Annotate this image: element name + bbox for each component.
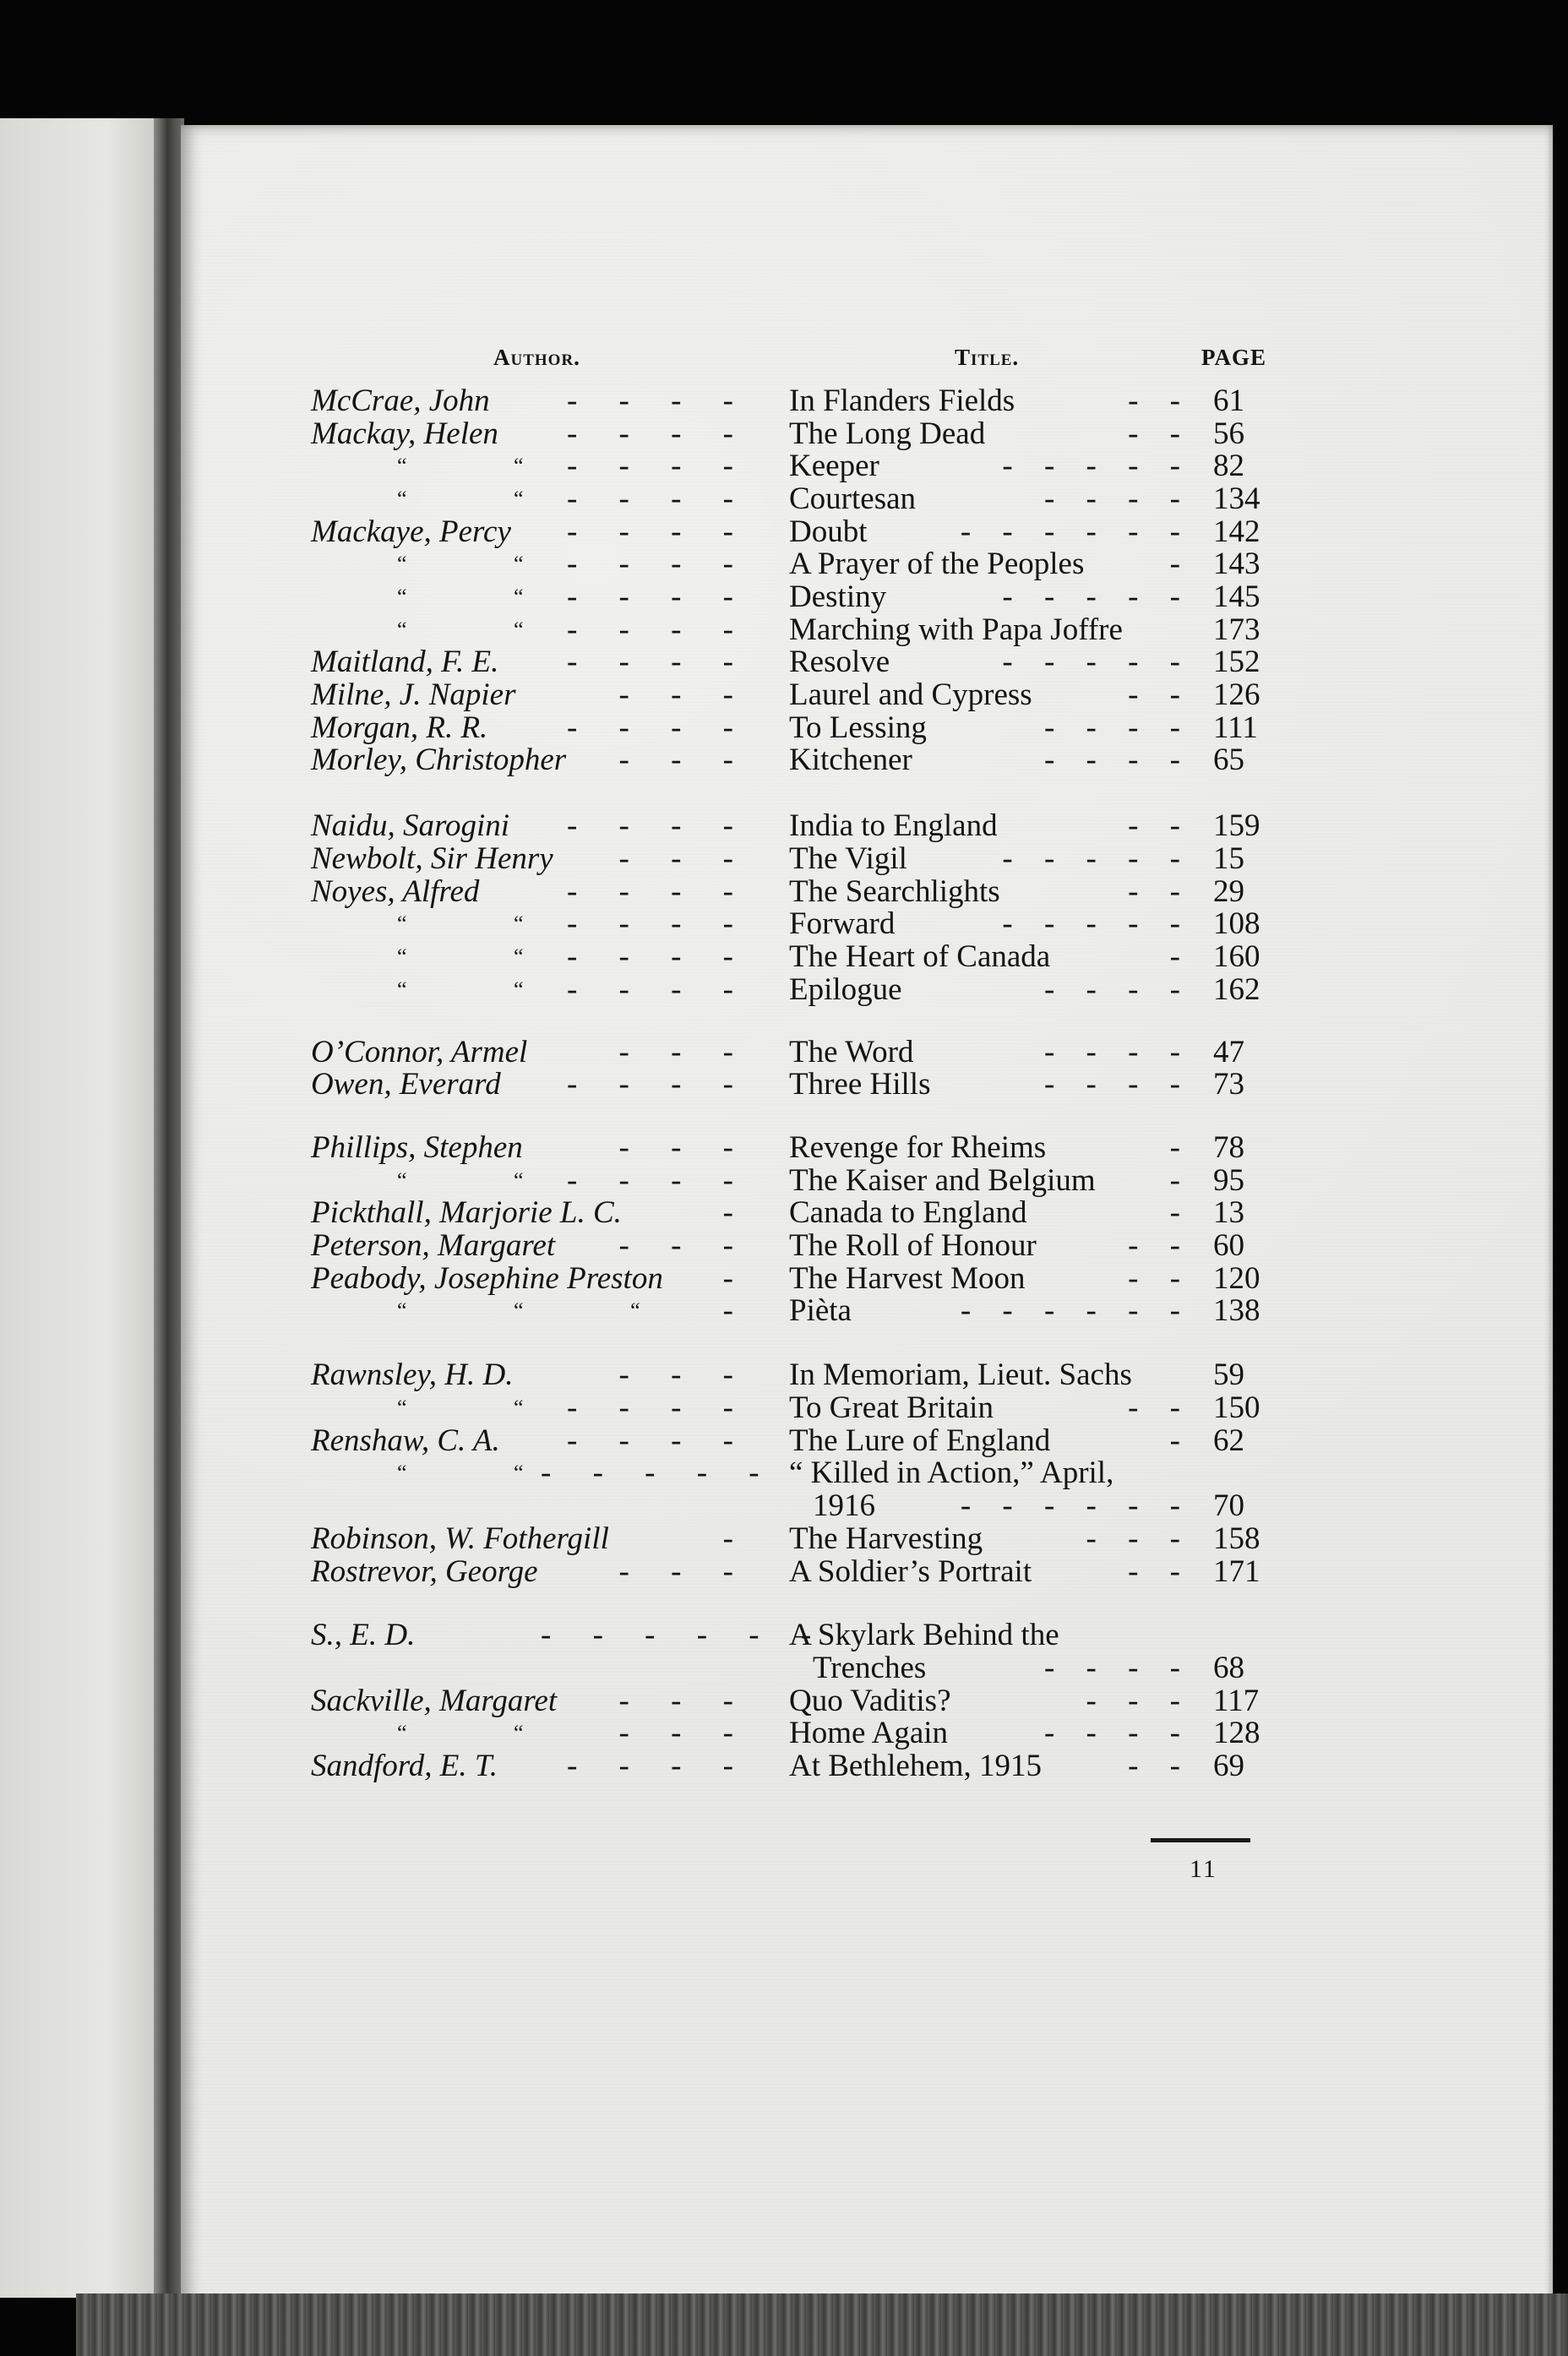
page-ref: 173 [1213,612,1260,647]
author-name: Mackaye, Percy [311,514,511,549]
poem-title: Kitchener [789,743,912,777]
leader-dots: - - - [618,1358,750,1392]
toc-row [0,1749,1568,1783]
leader-dots: - [722,1261,750,1296]
toc-row [0,1196,1568,1230]
author-name: Noyes, Alfred [311,874,480,909]
leader-dots: - - [1128,1390,1192,1425]
leader-dots: - [1169,547,1192,581]
toc-row [0,1391,1568,1425]
author-name: Owen, Everard [311,1067,501,1102]
author-name: “ “ [397,585,574,609]
page-ref: 120 [1213,1261,1260,1296]
toc-row [0,1424,1568,1458]
author-name: Pickthall, Marjorie L. C. [311,1195,622,1230]
leader-dots: - - - [618,1130,750,1165]
toc-row [0,940,1568,974]
poem-title: A Skylark Behind the [789,1618,1059,1652]
toc-row [0,1489,1568,1523]
poem-title: The Harvesting [789,1521,983,1556]
author-name: Morley, Christopher [311,743,567,777]
leader-dots: - [1169,1423,1192,1458]
leader-dots: - - - - [1043,972,1192,1007]
toc-row [0,1619,1568,1652]
leader-dots: - [722,1521,750,1556]
toc-row [0,482,1568,516]
leader-dots: - - - - [566,1163,750,1198]
author-name: O’Connor, Armel [311,1035,528,1069]
poem-title: India to England [789,808,998,843]
author-name: “ “ [397,977,574,1002]
page-ref: 60 [1213,1228,1244,1263]
page-ref: 108 [1213,906,1260,941]
leader-dots: - - - [618,841,750,876]
page-ref: 142 [1213,514,1260,549]
leader-dots: - - - - - - [960,514,1192,549]
leader-dots: - - - - - - [541,1618,829,1652]
poem-title: Trenches [813,1651,927,1685]
author-name: Naidu, Sarogini [311,808,510,843]
leader-dots: - - - - [566,808,750,843]
leader-dots: - - - - [566,972,750,1007]
toc-row [0,613,1568,647]
leader-dots: - - - - - [1002,841,1192,876]
leader-dots: - - [1128,1749,1192,1783]
leader-dots: - - - - [1043,1035,1192,1069]
toc-row [0,1717,1568,1750]
toc-row [0,875,1568,909]
author-name: S., E. D. [311,1618,416,1652]
poem-title: To Great Britain [789,1390,994,1425]
toc-row [0,645,1568,679]
page-ref: 152 [1213,645,1260,679]
page-ref: 111 [1213,710,1258,745]
author-name: Phillips, Stephen [311,1130,523,1165]
page-ref: 158 [1213,1521,1260,1556]
toc-row [0,1229,1568,1263]
leader-dots: - - - [618,743,750,777]
leader-dots: - - - - - [1002,449,1192,483]
leader-dots: - - - - [566,547,750,581]
author-name: “ “ [397,454,574,478]
leader-dots: - - - - - [1002,645,1192,679]
leader-dots: - - - [618,1035,750,1069]
leader-dots: - - - - - - [960,1488,1192,1523]
author-name: “ “ [397,1461,574,1485]
leader-dots: - - - - [566,384,750,418]
leader-dots: - - - - [1043,710,1192,745]
leader-dots: - - - - [566,1390,750,1425]
toc-row [0,1294,1568,1328]
author-name: “ “ [397,1721,574,1745]
leader-dots: - - - - [566,874,750,909]
page-ref: 69 [1213,1749,1244,1783]
page-ref: 160 [1213,939,1260,974]
poem-title: A Prayer of the Peoples [789,547,1085,581]
leader-dots: - [722,1293,750,1328]
leader-dots: - - - - [566,449,750,483]
leader-dots: - - - [1086,1684,1192,1718]
page-ref: 159 [1213,808,1260,843]
leader-dots: - - - [618,677,750,712]
toc-row [0,1036,1568,1069]
toc-row [0,842,1568,876]
page-ref: 82 [1213,449,1244,483]
poem-title: Marching with Papa Joffre [789,612,1123,647]
poem-title: The Word [789,1035,914,1069]
leader-dots: - [1169,1195,1192,1230]
toc-row [0,907,1568,941]
page-ref: 150 [1213,1390,1260,1425]
leader-dots: - - - - [566,482,750,516]
leader-dots: - - - [618,1684,750,1718]
toc-row [0,743,1568,777]
poem-title: The Long Dead [789,416,986,451]
leader-dots: - - - - [566,1749,750,1783]
page-ref: 29 [1213,874,1244,909]
poem-title: A Soldier’s Portrait [789,1554,1032,1589]
page-ref: 68 [1213,1651,1244,1685]
poem-title: In Flanders Fields [789,384,1015,418]
leader-dots: - - - - [566,906,750,941]
page-ref: 15 [1213,841,1244,876]
author-name: Mackay, Helen [311,416,498,451]
toc-row [0,1651,1568,1685]
toc-row [0,1555,1568,1589]
poem-title: The Heart of Canada [789,939,1051,974]
author-name: Newbolt, Sir Henry [311,841,553,876]
page-ref: 162 [1213,972,1260,1007]
poem-title: Epilogue [789,972,902,1007]
toc-row [0,580,1568,614]
toc-row [0,547,1568,581]
author-column-header: Author. [493,345,580,370]
page-ref: 56 [1213,416,1244,451]
leader-dots: - - - - [566,416,750,451]
toc-row [0,384,1568,418]
leader-dots: - - - [618,1228,750,1263]
page-ref: 73 [1213,1067,1244,1102]
leader-dots: - - - - - [541,1455,776,1490]
leader-dots: - - - - [566,1067,750,1102]
author-name: “ “ [397,944,574,969]
author-name: “ “ [397,618,574,642]
page-ref: 13 [1213,1195,1244,1230]
leader-dots: - - - - [566,612,750,647]
leader-dots: - - - [1086,1521,1192,1556]
author-name: Renshaw, C. A. [311,1423,500,1458]
author-name: Maitland, F. E. [311,645,499,679]
leader-dots: - - [1128,416,1192,451]
author-name: Peterson, Margaret [311,1228,556,1263]
footer-rule [1151,1838,1250,1842]
leader-dots: - - [1128,1261,1192,1296]
leader-dots: - - - - - [1002,906,1192,941]
leader-dots: - [1169,1130,1192,1165]
leader-dots: - - - - - [1002,579,1192,614]
poem-title: Courtesan [789,482,917,516]
author-name: “ “ [397,911,574,936]
leader-dots: - - - [618,1554,750,1589]
toc-row [0,1522,1568,1556]
toc-row [0,1456,1568,1490]
poem-title: Home Again [789,1716,949,1750]
leader-dots: - - - - [1043,1067,1192,1102]
poem-title: Doubt [789,514,868,549]
author-name: Morgan, R. R. [311,710,488,745]
toc-row [0,417,1568,451]
author-name: McCrae, John [311,384,490,418]
leader-dots: - [1169,939,1192,974]
author-name: Peabody, Josephine Preston [311,1261,663,1296]
leader-dots: - - - - [1043,743,1192,777]
leader-dots: - [1169,1163,1192,1198]
leader-dots: - - - - [566,514,750,549]
toc-row [0,973,1568,1007]
author-name: “ “ [397,1168,574,1193]
poem-title: Forward [789,906,896,941]
page-ref: 65 [1213,743,1244,777]
leader-dots: - - - - [566,579,750,614]
leader-dots: - [722,1195,750,1230]
leader-dots: - - - - [566,1423,750,1458]
page-ref: 59 [1213,1358,1244,1392]
poem-title: Quo Vaditis? [789,1684,951,1718]
leader-dots: - - - - [566,939,750,974]
author-name: “ “ “ [397,1298,691,1323]
author-name: “ “ [397,1396,574,1420]
toc-row [0,1262,1568,1296]
poem-title: Three Hills [789,1067,931,1102]
leader-dots: - - - - [1043,1651,1192,1685]
poem-title: Resolve [789,645,890,679]
page-column-header: PAGE [1201,345,1266,370]
poem-title: Destiny [789,579,887,614]
leader-dots: - - [1128,808,1192,843]
page-ref: 143 [1213,547,1260,581]
toc-row [0,1164,1568,1198]
author-name: Milne, J. Napier [311,677,516,712]
page-ref: 62 [1213,1423,1244,1458]
poem-title: Canada to England [789,1195,1027,1230]
page-ref: 78 [1213,1130,1244,1165]
author-name: “ “ [397,552,574,576]
leader-dots: - - [1128,1228,1192,1263]
toc-row [0,711,1568,745]
poem-title: The Searchlights [789,874,1000,909]
toc-row [0,1684,1568,1718]
poem-title: The Vigil [789,841,907,876]
author-name: Robinson, W. Fothergill [311,1521,609,1556]
page-ref: 171 [1213,1554,1260,1589]
page-ref: 61 [1213,384,1244,418]
toc-row [0,1358,1568,1392]
page-ref: 95 [1213,1163,1244,1198]
author-name: “ “ [397,487,574,511]
author-name: Rawnsley, H. D. [311,1358,514,1392]
poem-title: The Harvest Moon [789,1261,1026,1296]
poem-title: The Kaiser and Belgium [789,1163,1096,1198]
leader-dots: - - - [618,1716,750,1750]
leader-dots: - - - - [1043,1716,1192,1750]
toc-row [0,1068,1568,1102]
toc-row [0,678,1568,712]
poem-title: Revenge for Rheims [789,1130,1047,1165]
page-ref: 134 [1213,482,1260,516]
toc-row [0,449,1568,483]
poem-title: The Roll of Honour [789,1228,1037,1263]
poem-title: Pièta [789,1293,852,1328]
leader-dots: - - [1128,874,1192,909]
author-name: Sandford, E. T. [311,1749,498,1783]
page-ref: 126 [1213,677,1260,712]
poem-title: The Lure of England [789,1423,1051,1458]
leader-dots: - - - - [1043,482,1192,516]
poem-title: 1916 [813,1488,875,1523]
leader-dots: - - [1128,1554,1192,1589]
title-column-header: Title. [955,345,1020,370]
poem-title: Keeper [789,449,879,483]
page-ref: 138 [1213,1293,1260,1328]
leader-dots: - - - - [566,645,750,679]
page-number: 11 [1190,1855,1217,1883]
toc-row [0,809,1568,843]
poem-title: In Memoriam, Lieut. Sachs [789,1358,1132,1392]
leader-dots: - - [1128,677,1192,712]
page-ref: 47 [1213,1035,1244,1069]
page-ref: 128 [1213,1716,1260,1750]
page-ref: 145 [1213,579,1260,614]
toc-row [0,515,1568,549]
page-ref: 70 [1213,1488,1244,1523]
author-name: Sackville, Margaret [311,1684,558,1718]
author-name: Rostrevor, George [311,1554,538,1589]
poem-title: At Bethlehem, 1915 [789,1749,1043,1783]
page-ref: 117 [1213,1684,1260,1718]
poem-title: To Lessing [789,710,927,745]
toc-row [0,1131,1568,1165]
leader-dots: - - - - - - [960,1293,1192,1328]
poem-title: “ Killed in Action,” April, [789,1455,1114,1490]
poem-title: Laurel and Cypress [789,677,1032,712]
leader-dots: - - [1128,384,1192,418]
leader-dots: - - - - [566,710,750,745]
